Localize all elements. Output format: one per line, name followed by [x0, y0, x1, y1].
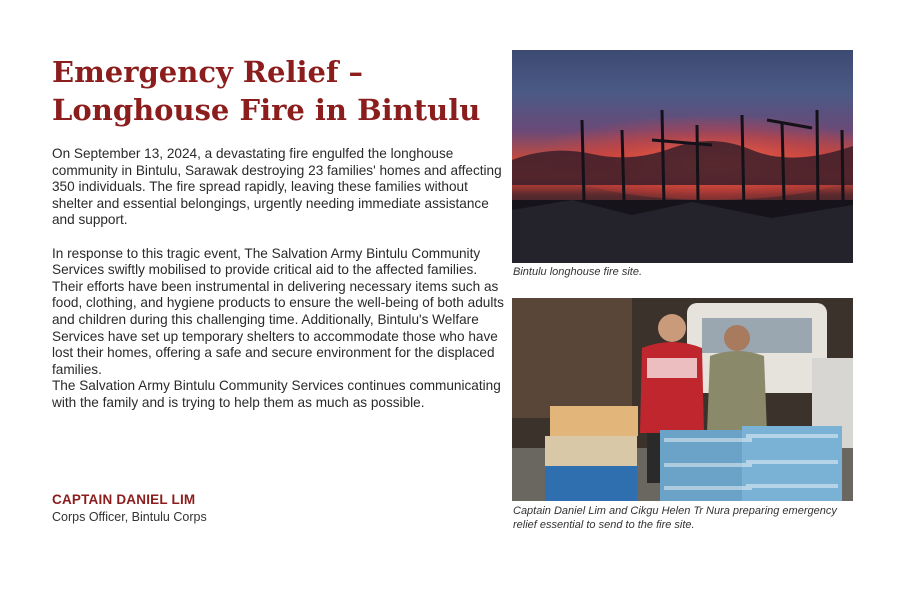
article-title — [52, 53, 512, 129]
photo-caption-1: Bintulu longhouse fire site. — [513, 266, 643, 278]
paragraph-2: In response to this tragic event, The Salvation Army Bintulu Community Services swiftly mobilised to provide critical aid to the affected families. Their efforts have been instrumental in delivering necessary items such as food, clothing, and hygiene products to ensure the well-being of both adults and children during this challenging time. Additionally, Bintulu's Welfare Services have set up temporary shelters to accommodate those who have lost their homes, offering a safe and secure environment for the displaced families. — [52, 245, 504, 377]
relief-scene-illustration — [512, 298, 853, 501]
paragraph-1: On September 13, 2024, a devastating fire engulfed the longhouse community in Bintulu, Sarawak destroying 23 families' homes and affecting 350 individuals. The fire spread rapidly, leaving these families without shelter and essential belongings, urgently needing immediate assistance and support. — [52, 146, 502, 228]
title-line-1: Emergency Relief – — [52, 55, 364, 89]
paragraph-3: The Salvation Army Bintulu Community Services continues communicating with the family and is trying to help them as much as possible. — [52, 378, 501, 410]
relief-photo — [512, 298, 853, 501]
author-name: CAPTAIN DANIEL LIM — [52, 492, 196, 507]
title-line-2: Longhouse Fire in Bintulu — [52, 93, 481, 127]
author-role: Corps Officer, Bintulu Corps — [52, 510, 207, 524]
author-block — [52, 492, 207, 524]
photo-caption-2: Captain Daniel Lim and Cikgu Helen Tr Nura preparing emergency relief essential to send to the fire site. — [513, 505, 837, 531]
article-body — [52, 146, 510, 412]
fire-scene-illustration — [512, 50, 853, 263]
fire-site-photo — [512, 50, 853, 263]
